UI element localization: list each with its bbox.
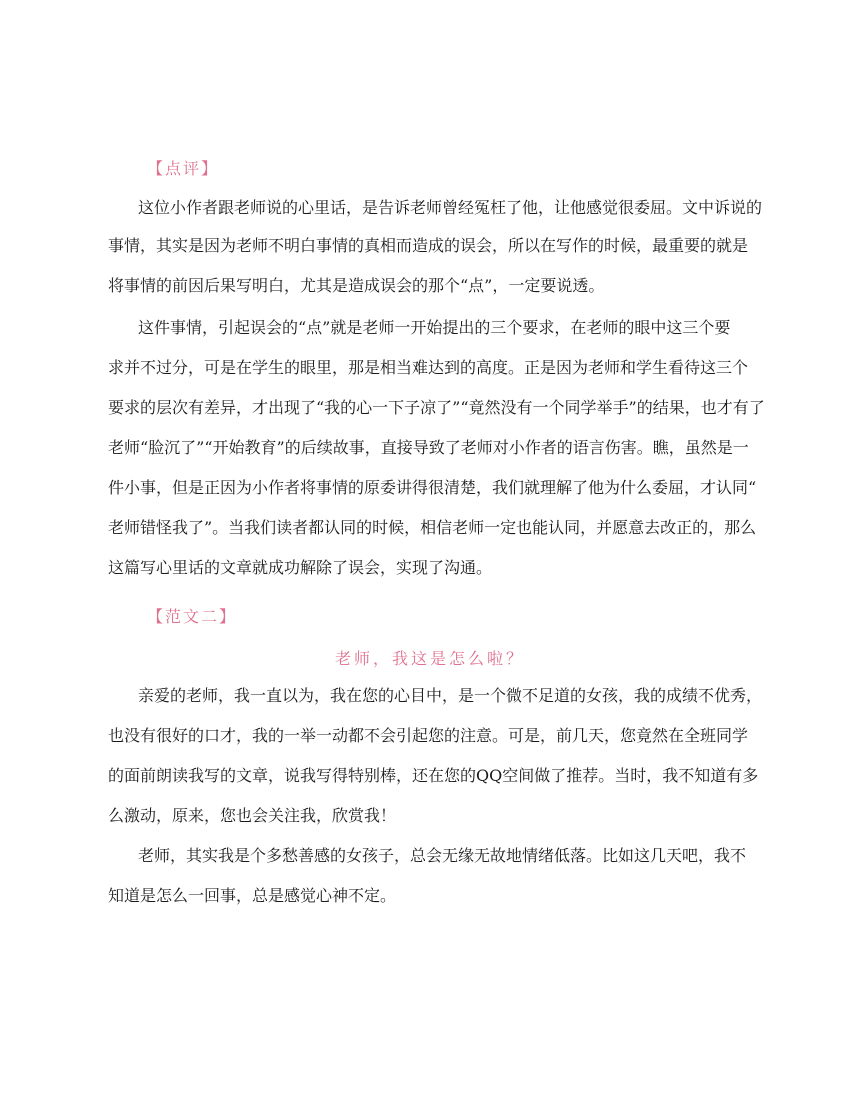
- text-line: 亲爱的老师，我一直以为，我在您的心目中，是一个微不足道的女孩，我的成绩不优秀，: [138, 686, 763, 705]
- text-line: 这篇写心里话的文章就成功解除了误会，实现了沟通。: [108, 558, 493, 577]
- text-line: 老师，其实我是个多愁善感的女孩子，总会无缘无故地情绪低落。比如这几天吧，我不: [138, 846, 747, 865]
- text-line: 要求的层次有差异，才出现了“我的心一下子凉了”“竟然没有一个同学举手”的结果，也才有了: [108, 398, 765, 417]
- text-line: 老师错怪我了”。当我们读者都认同的时候，相信老师一定也能认同，并愿意去改正的，那么: [108, 518, 757, 537]
- text-line: 事情，其实是因为老师不明白事情的真相而造成的误会，所以在写作的时候，最重要的就是: [108, 236, 749, 255]
- text-line: 这件事情，引起误会的“点”就是老师一开始提出的三个要求，在老师的眼中这三个要: [138, 318, 731, 337]
- text-line: 求并不过分，可是在学生的眼里，那是相当难达到的高度。正是因为老师和学生看待这三个: [108, 358, 749, 377]
- text-line: 也没有很好的口才，我的一举一动都不会引起您的注意。可是，前几天，您竟然在全班同学: [108, 726, 749, 745]
- text-line: 老师“脸沉了”“开始教育”的后续故事，直接导致了老师对小作者的语言伤害。瞧，虽然是一: [108, 438, 749, 457]
- essay-title: 老师，我这是怎么啦？: [334, 649, 525, 668]
- text-line: 知道是怎么一回事，总是感觉心神不定。: [108, 886, 397, 905]
- text-line: 么激动，原来，您也会关注我，欣赏我！: [108, 806, 397, 825]
- text-line: 的面前朗读我写的文章，说我写得特别棒，还在您的QQ空间做了推荐。当时，我不知道有多: [108, 766, 759, 785]
- text-line: 将事情的前因后果写明白，尤其是造成误会的那个“点”，一定要说透。: [108, 276, 605, 295]
- comment-heading: 【点评】: [147, 159, 220, 178]
- text-line: 件小事，但是正因为小作者将事情的原委讲得很清楚，我们就理解了他为什么委屈，才认同“: [108, 478, 757, 497]
- text-line: 这位小作者跟老师说的心里话，是告诉老师曾经冤枉了他，让他感觉很委屈。文中诉说的: [138, 198, 763, 217]
- sample-essay-heading: 【范文二】: [147, 607, 238, 626]
